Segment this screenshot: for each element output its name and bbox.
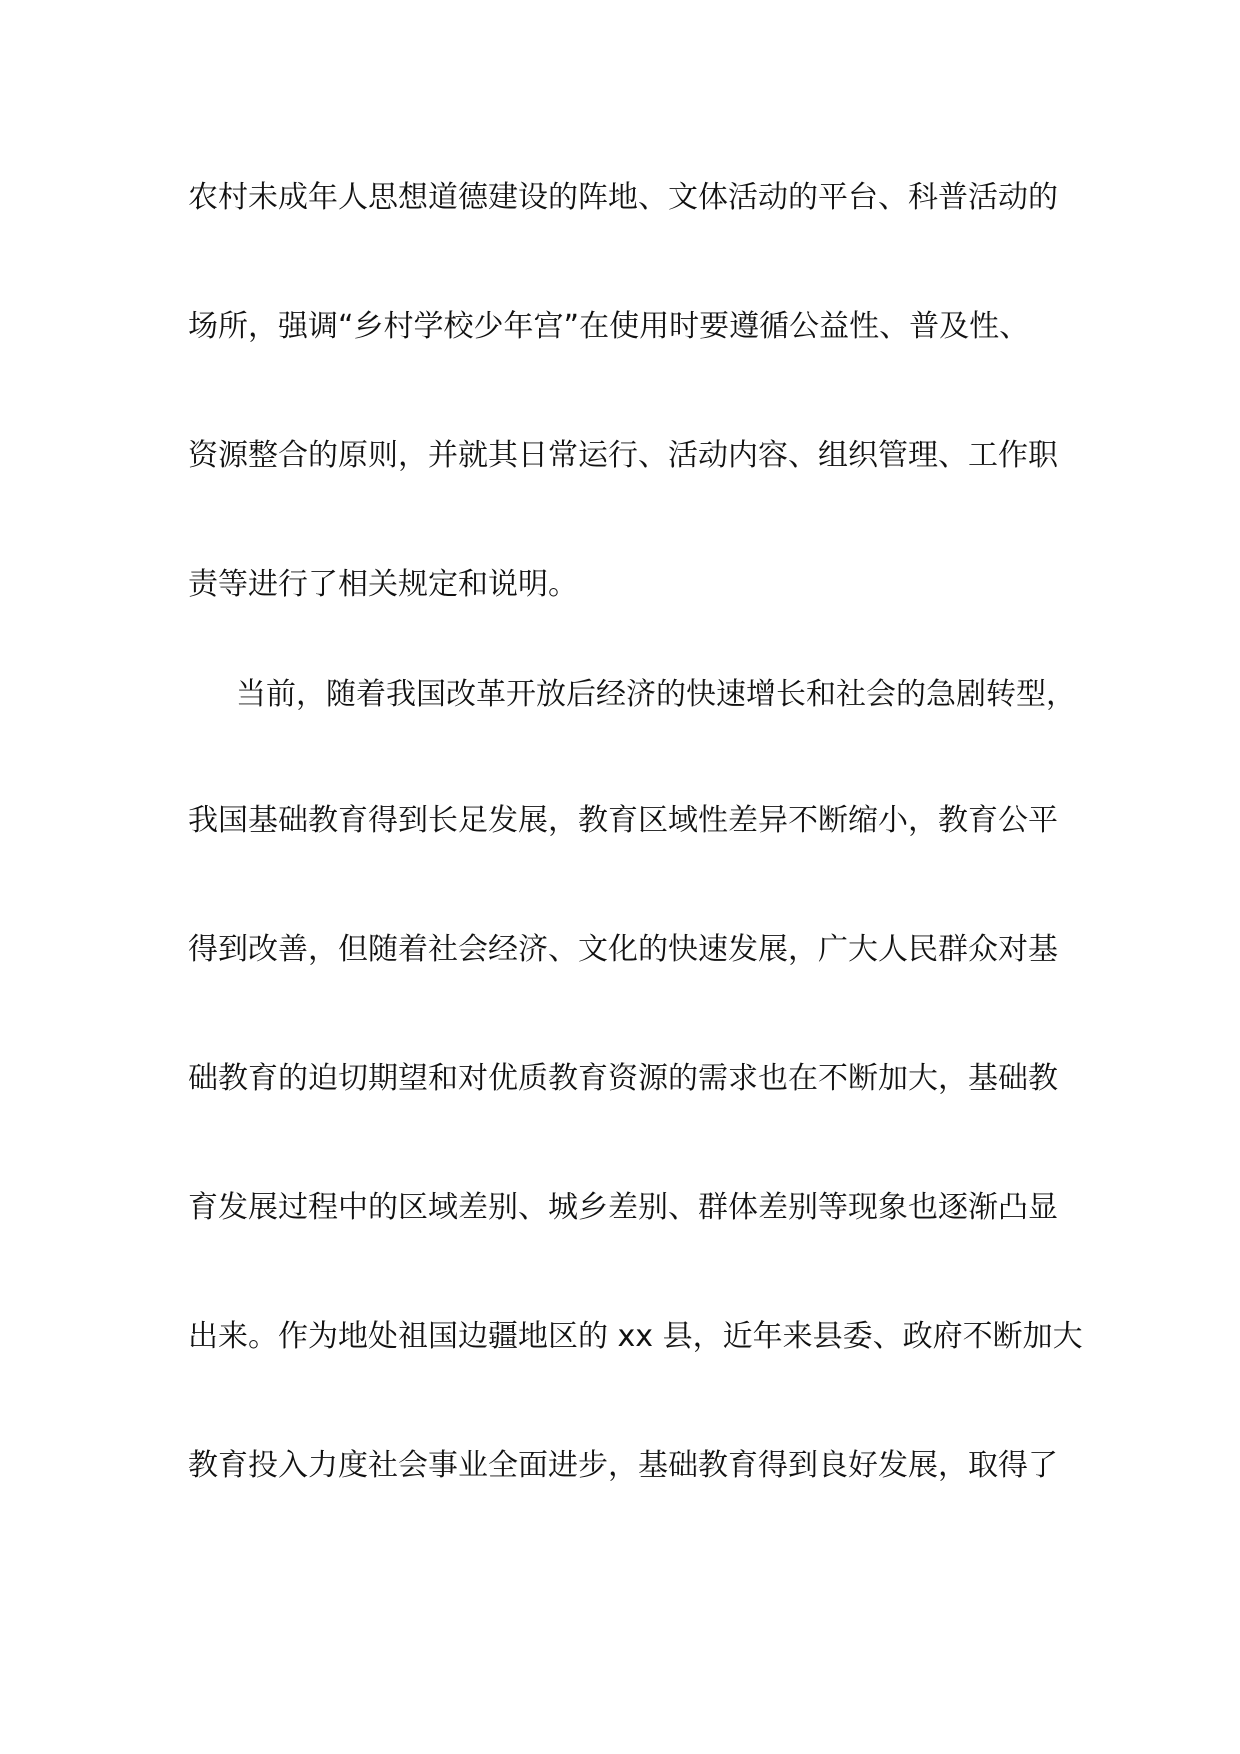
paragraph-line: 责等进行了相关规定和说明。 bbox=[188, 567, 578, 602]
paragraph-line: 场所，强调“乡村学校少年宫”在使用时要遵循公益性、普及性、 bbox=[188, 309, 1030, 344]
paragraph-line: 资源整合的原则，并就其日常运行、活动内容、组织管理、工作职 bbox=[188, 438, 1058, 473]
paragraph-line: 教育投入力度社会事业全面进步，基础教育得到良好发展，取得了 bbox=[188, 1448, 1058, 1483]
paragraph-line: 础教育的迫切期望和对优质教育资源的需求也在不断加大，基础教 bbox=[188, 1061, 1058, 1096]
paragraph-line: 农村未成年人思想道德建设的阵地、文体活动的平台、科普活动的 bbox=[188, 180, 1058, 215]
paragraph-line: 育发展过程中的区域差别、城乡差别、群体差别等现象也逐渐凸显 bbox=[188, 1190, 1058, 1225]
paragraph-line: 当前，随着我国改革开放后经济的快速增长和社会的急剧转型， bbox=[236, 677, 1076, 712]
paragraph-line: 我国基础教育得到长足发展，教育区域性差异不断缩小，教育公平 bbox=[188, 803, 1058, 838]
paragraph-line: 得到改善，但随着社会经济、文化的快速发展，广大人民群众对基 bbox=[188, 932, 1058, 967]
paragraph-line: 出来。作为地处祖国边疆地区的 xx 县，近年来县委、政府不断加大 bbox=[188, 1319, 1083, 1354]
